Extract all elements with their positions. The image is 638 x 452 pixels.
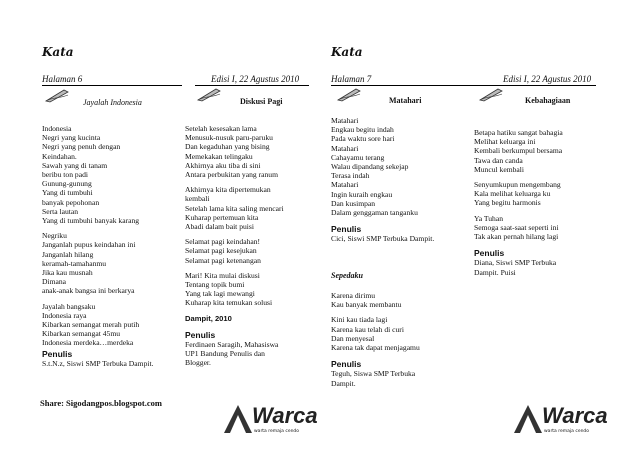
poem-line: Dan menyesal (331, 333, 375, 343)
edition-right: Edisi I, 22 Agustus 2010 (503, 74, 592, 84)
poem-line: Dan kusimpan (331, 198, 376, 208)
author-label: Penulis (331, 359, 362, 370)
poem-line: Dan kegaduhan yang bising (185, 142, 270, 152)
poem-line: Matahari (331, 143, 359, 153)
poem-line: Janganlah hilang (42, 249, 94, 259)
poem-line: banyak pepohonan (42, 197, 100, 207)
poem-line: Negri yang kucinta (42, 133, 101, 143)
poem-title: Jayalah Indonesia (83, 98, 142, 107)
poem-line: Yang di tumbuhi banyak karang (42, 216, 140, 226)
poem-line: Matahari (331, 116, 359, 125)
poem-line: Tak akan pernah hilang lagi (474, 232, 559, 242)
page-number-right: Halaman 7 (331, 74, 372, 84)
header-rule-right (331, 85, 596, 86)
poem-title: Sepedaku (331, 271, 363, 280)
author-name: Cici, Siswi SMP Terbuka Dampit. (331, 234, 435, 244)
poem-line: anak-anak bangsa ini berkarya (42, 286, 135, 296)
poem-line: beribu ton padi (42, 170, 88, 180)
edition-left: Edisi I, 22 Agustus 2010 (211, 74, 300, 84)
poem-line: Mari! Kita mulai diskusi (185, 270, 260, 280)
poem-line: Ya Tuhan (474, 213, 503, 223)
poem-body-kebahagiaan (474, 128, 604, 277)
poem-line: Jika kau musnah (42, 268, 93, 278)
poem-line: Ferdinaen Saragih, Mahasiswa (185, 340, 279, 350)
poem-line: Blogger. (185, 358, 211, 368)
warca-logo (512, 403, 608, 435)
poem-body-jayalah (42, 124, 192, 368)
poem-line: Indonesia raya (42, 310, 87, 320)
poem-title: Kebahagiaan (525, 96, 571, 105)
poem-line: Yang tak lagi mewangi (185, 289, 255, 299)
poem-line: Kini kau tiada lagi (331, 315, 388, 325)
poem-line: Tentang topik bumi (185, 280, 245, 290)
poem-line: Karena dirimu (331, 291, 376, 300)
poem-line: Dampit. (331, 378, 356, 388)
poem-line: Negri yang penuh dengan (42, 142, 121, 152)
pen-icon (44, 87, 70, 103)
logo-text: Warca (252, 403, 318, 428)
poem-line: Senyumkupun mengembang (474, 180, 561, 190)
poem-line: Akhirnya kita dipertemukan (185, 185, 271, 195)
poem-line: Yang begitu harmonis (474, 198, 541, 208)
page-number-left: Halaman 6 (42, 74, 83, 84)
brand-title-left: Kata (42, 45, 74, 59)
poem-line: Indonesia (42, 124, 72, 133)
poem-line: Sawah yang di tanam (42, 160, 108, 170)
poem-line: Kau banyak membantu (331, 300, 402, 310)
poem-line: Keindahan. (42, 151, 77, 161)
poem-line: Dimana (42, 277, 67, 287)
author-label: Penulis (185, 329, 216, 340)
poem-title: Diskusi Pagi (240, 97, 283, 106)
poem-line: Setelah lama kita saling mencari (185, 203, 284, 213)
poem-line: Negriku (42, 231, 67, 241)
poem-line: Indonesia merdeka…merdeka (42, 338, 134, 348)
brand-title-right: Kata (331, 45, 363, 59)
poem-line: Kuharap kita temukan solusi (185, 298, 273, 308)
header-rule-left (42, 85, 182, 86)
logo-tagline: warta remaja cendo (544, 429, 590, 434)
poem-line: Ingin kuraih engkau (331, 189, 393, 199)
warca-logo-icon (512, 403, 544, 435)
poem-line: Selamat pagi kesejukan (185, 246, 257, 256)
author-name: S.t.N.z, Siswi SMP Terbuka Dampit. (42, 358, 154, 368)
poem-line: Tawa dan canda (474, 155, 523, 165)
poem-line: Cahayamu terang (331, 152, 385, 162)
warca-logo-icon (222, 403, 254, 435)
author-label: Penulis (42, 348, 73, 359)
poem-line: Walau dipandang sekejap (331, 162, 409, 172)
poem-line: Pada waktu sore hari (331, 134, 395, 144)
poem-body-matahari (331, 116, 466, 244)
poem-body-sepedaku (331, 291, 466, 388)
poem-title: Matahari (389, 96, 422, 105)
logo-text: Warca (542, 403, 608, 428)
poem-line: Terasa indah (331, 171, 370, 181)
poem-line: UP1 Bandung Penulis dan (185, 349, 265, 359)
poem-line: Kembali berkumpul bersama (474, 146, 563, 156)
poem-line: Kibarkan semangat 45mu (42, 329, 121, 339)
poem-line: keramah-tamahanmu (42, 258, 107, 268)
pen-icon (336, 86, 362, 102)
poem-line: Kuharap pertemuan kita (185, 212, 259, 222)
poem-line: Kala melihat keluarga ku (474, 189, 551, 199)
share-link[interactable]: Share: Sigodangpos.blogspot.com (40, 398, 162, 408)
poem-line: Semoga saat-saat seperti ini (474, 222, 559, 232)
poem-line: Gunung-gunung (42, 179, 92, 189)
poem-line: Jayalah bangsaku (42, 301, 96, 311)
poem-line: Melihat keluarga ini (474, 137, 536, 147)
warca-logo (222, 403, 318, 435)
poem-line: Karena kau telah di curi (331, 324, 404, 334)
poem-line: Betapa hatiku sangat bahagia (474, 128, 563, 137)
poem-date: Dampit, 2010 (185, 313, 232, 323)
poem-line: Setelah kesesakan lama (185, 124, 257, 133)
poem-line: Muncul kembali (474, 164, 524, 174)
poem-line: Serta lautan (42, 206, 79, 216)
pen-icon (478, 86, 504, 102)
poem-body-diskusi (185, 124, 310, 368)
poem-line: Karena tak dapat menjagamu (331, 343, 420, 353)
poem-line: Yang di tumbuhi (42, 188, 93, 198)
poem-line: Janganlah pupus keindahan ini (42, 240, 136, 250)
logo-tagline: warta remaja cendo (254, 429, 300, 434)
pen-icon (196, 86, 222, 102)
poem-line: Dampit. Puisi (474, 267, 516, 277)
poem-line: Menusuk-nusuk paru-paruku (185, 133, 273, 143)
poem-line: Selamat pagi keindahan! (185, 237, 261, 247)
poem-line: Memekakan telingaku (185, 151, 253, 161)
poem-line: Matahari (331, 180, 359, 190)
poem-line: Selamat pagi ketenangan (185, 255, 261, 265)
poem-line: Antara perbukitan yang ranum (185, 170, 278, 180)
poem-line: Abadi dalam bait puisi (185, 222, 254, 232)
author-label: Penulis (474, 248, 505, 259)
poem-line: Dalam genggaman tanganku (331, 208, 418, 218)
poem-line: Teguh, Siswa SMP Terbuka (331, 369, 416, 379)
poem-line: Diana, Siswi SMP Terbuka (474, 258, 557, 268)
poem-line: Kibarkan semangat merah putih (42, 320, 140, 330)
author-label: Penulis (331, 224, 362, 235)
poem-line: Akhirnya aku tiba di sini (185, 160, 261, 170)
poem-line: Engkau begitu indah (331, 125, 394, 135)
poem-line: kembali (185, 194, 210, 204)
